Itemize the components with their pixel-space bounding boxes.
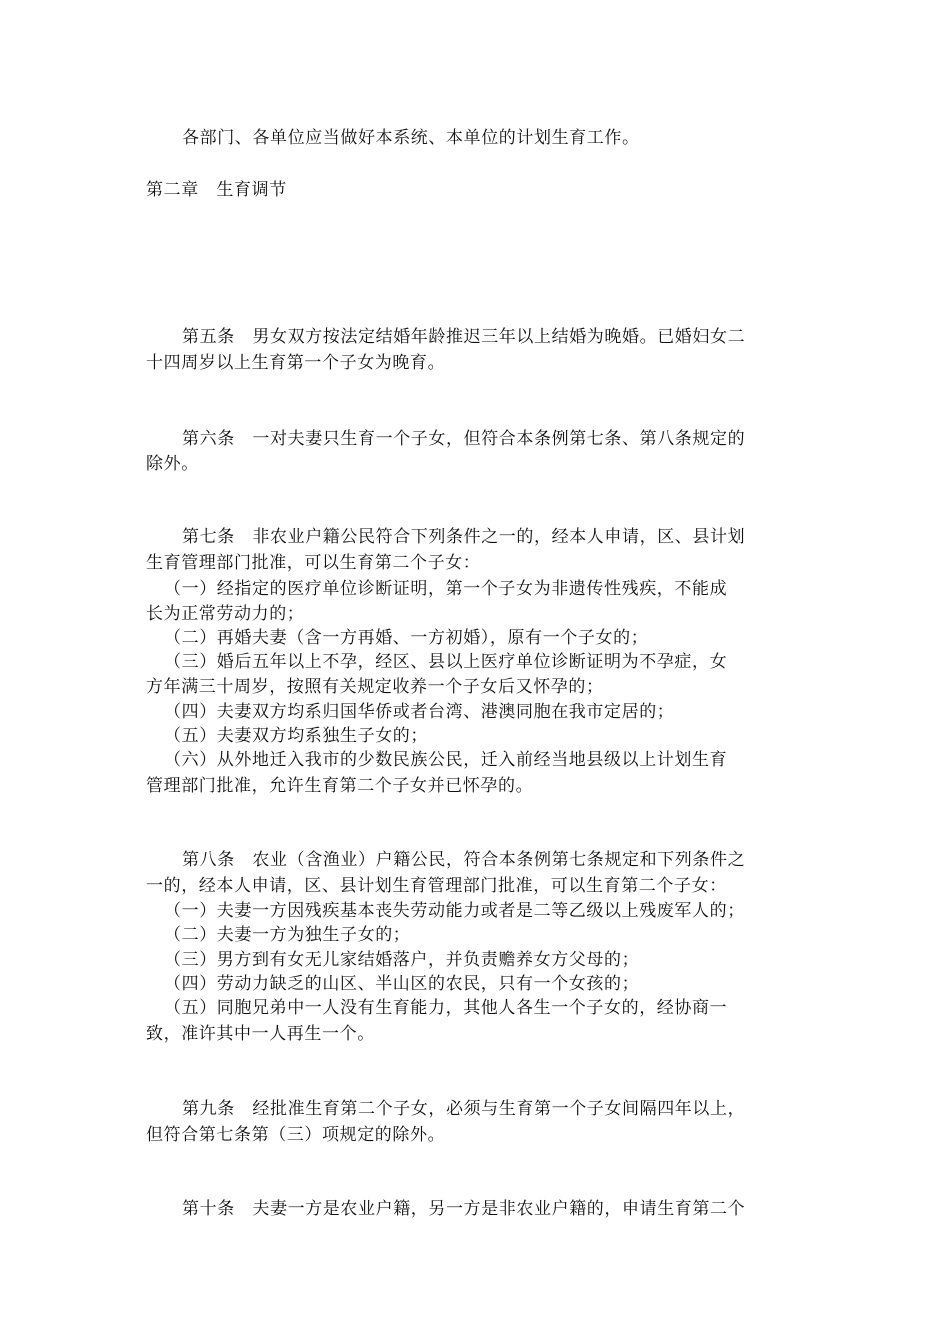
article-5-line-1: 第五条 男女双方按法定结婚年龄推迟三年以上结婚为晚婚。已婚妇女二 (182, 327, 746, 347)
article-7-item-3-line-1: （三）婚后五年以上不孕，经区、县以上医疗单位诊断证明为不孕症，女 (164, 652, 728, 672)
article-8-item-5-line-2: 致，准许其中一人再生一个。 (146, 1024, 375, 1044)
article-5-line-2: 十四周岁以上生育第一个子女为晚育。 (146, 353, 446, 373)
article-8-line-1: 第八条 农业（含渔业）户籍公民，符合本条例第七条规定和下列条件之 (182, 850, 746, 870)
article-8-item-1: （一）夫妻一方因残疾基本丧失劳动能力或者是二等乙级以上残废军人的； (164, 901, 745, 921)
article-9-line-1: 第九条 经批准生育第二个子女，必须与生育第一个子女间隔四年以上， (182, 1099, 746, 1119)
chapter-heading: 第二章 生育调节 (146, 180, 287, 200)
article-10-line-1: 第十条 夫妻一方是农业户籍，另一方是非农业户籍的，申请生育第二个 (182, 1199, 746, 1219)
article-7-item-5: （五）夫妻双方均系独生子女的； (164, 726, 428, 746)
article-8-item-2: （二）夫妻一方为独生子女的； (164, 925, 411, 945)
article-7-item-1-line-1: （一）经指定的医疗单位诊断证明，第一个子女为非遗传性残疾，不能成 (164, 579, 728, 599)
article-8-item-5-line-1: （五）同胞兄弟中一人没有生育能力，其他人各生一个子女的，经协商一 (164, 998, 728, 1018)
article-7-item-6-line-1: （六）从外地迁入我市的少数民族公民，迁入前经当地县级以上计划生育 (164, 750, 728, 770)
article-6-line-1: 第六条 一对夫妻只生育一个子女，但符合本条例第七条、第八条规定的 (182, 429, 746, 449)
article-7-line-1: 第七条 非农业户籍公民符合下列条件之一的，经本人申请，区、县计划 (182, 527, 746, 547)
article-7-line-2: 生育管理部门批准，可以生育第二个子女： (146, 553, 481, 573)
article-7-item-6-line-2: 管理部门批准，允许生育第二个子女并已怀孕的。 (146, 776, 534, 796)
article-7-item-3-line-2: 方年满三十周岁，按照有关规定收养一个子女后又怀孕的； (146, 677, 604, 697)
article-8-line-2: 一的，经本人申请，区、县计划生育管理部门批准，可以生育第二个子女： (146, 876, 727, 896)
article-6-line-2: 除外。 (146, 454, 199, 474)
intro-paragraph: 各部门、各单位应当做好本系统、本单位的计划生育工作。 (182, 128, 640, 148)
article-8-item-4: （四）劳动力缺乏的山区、半山区的农民，只有一个女孩的； (164, 974, 640, 994)
article-9-line-2: 但符合第七条第（三）项规定的除外。 (146, 1125, 446, 1145)
article-7-item-4: （四）夫妻双方均系归国华侨或者台湾、港澳同胞在我市定居的； (164, 702, 675, 722)
article-8-item-3: （三）男方到有女无儿家结婚落户，并负责赡养女方父母的； (164, 950, 640, 970)
article-7-item-1-line-2: 长为正常劳动力的； (146, 604, 305, 624)
article-7-item-2: （二）再婚夫妻（含一方再婚、一方初婚），原有一个子女的； (164, 628, 649, 648)
